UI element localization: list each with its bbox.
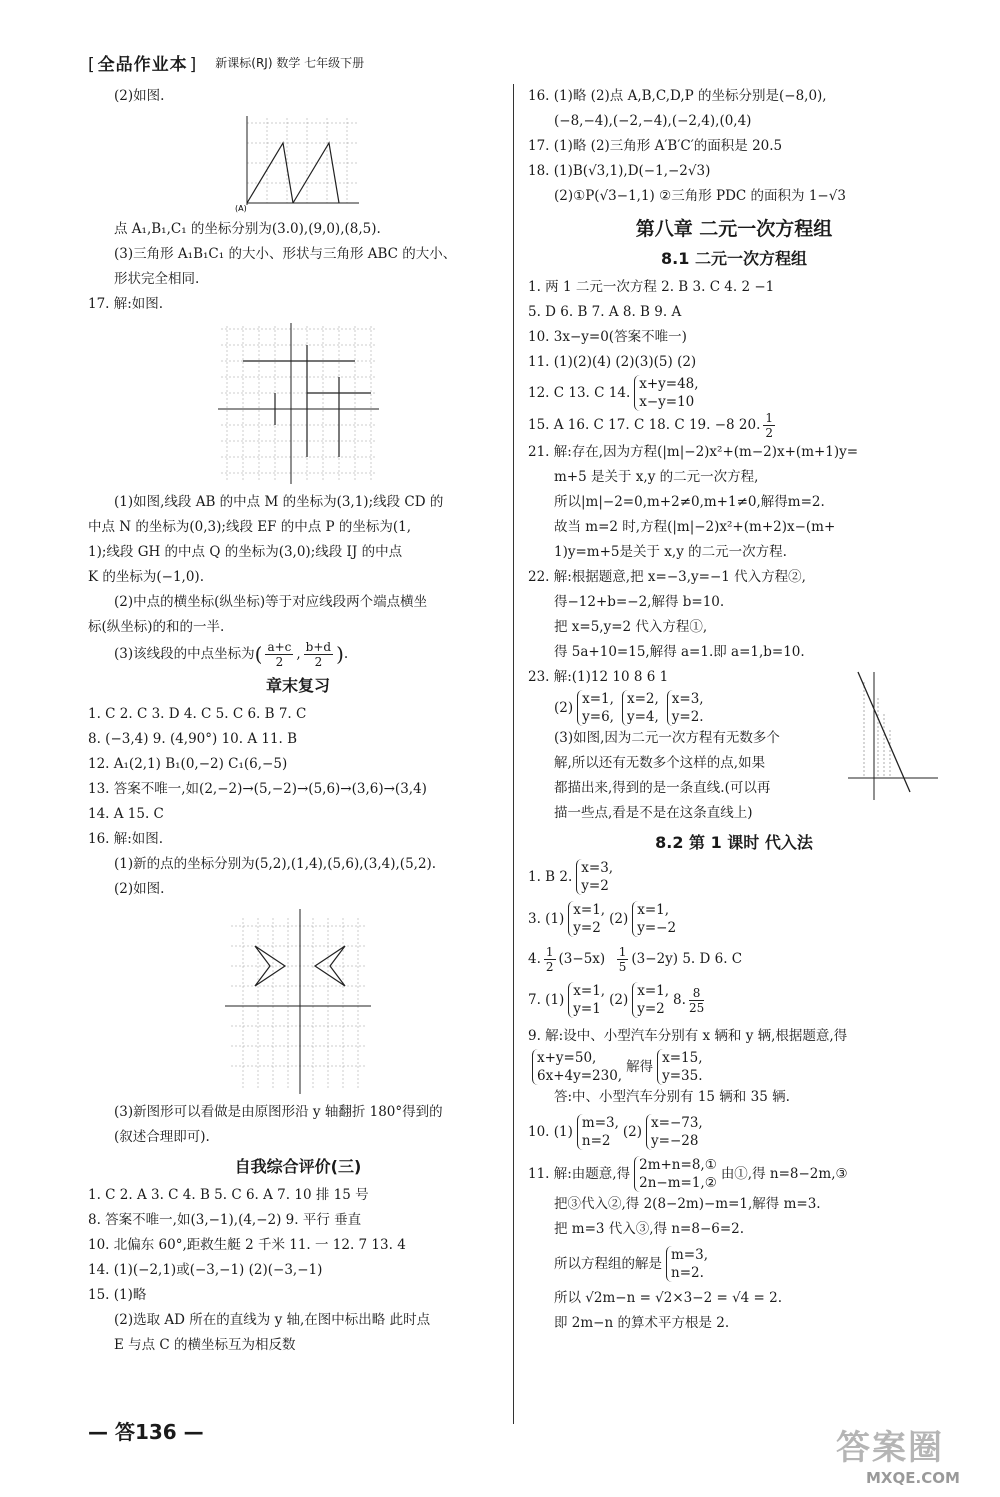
equation: y=4, — [626, 709, 659, 725]
text-line: 1)y=m+5是关于 x,y 的二元一次方程. — [554, 544, 787, 560]
equation: y=2. — [671, 709, 704, 725]
section-title: 8.2 第 1 课时 代入法 — [655, 833, 813, 852]
formula-lead: (3)该线段的中点坐标为 — [114, 646, 255, 662]
text-line: 18. (1)B(√3,1),D(−1,−2√3) — [528, 163, 711, 179]
text-line-fraction — [528, 945, 940, 974]
figure-line-graph — [844, 670, 940, 802]
equation: x=1, — [637, 983, 670, 999]
equation-system — [657, 1049, 702, 1085]
text-line: 得−12+b=−2,解得 b=10. — [554, 594, 725, 610]
section-title: 自我综合评价(三) — [234, 1157, 362, 1176]
equation: x=1, — [573, 983, 606, 999]
denominator: 5 — [618, 960, 627, 974]
text-span: (3−5x) — [558, 951, 606, 967]
text-span: (3−2y) 5. D 6. C — [631, 951, 743, 967]
fraction — [544, 945, 556, 974]
numerator: 1 — [545, 945, 554, 959]
text-line: 11. (1)(2)(4) (2)(3)(5) (2) — [528, 354, 697, 370]
text-line: 把 m=3 代入③,得 n=8−6=2. — [554, 1221, 745, 1237]
text-line: 13. 答案不唯一,如(2,−2)→(5,−2)→(5,6)→(3,6)→(3,4) — [88, 781, 427, 797]
text-line: (3)三角形 A₁B₁C₁ 的大小、形状与三角形 ABC 的大小、 — [114, 246, 457, 262]
equation-system — [634, 1156, 717, 1192]
text-line: 14. A 15. C — [88, 806, 164, 822]
text-span: 11. 解:由题意,得 — [528, 1165, 631, 1182]
text-line: 中点 N 的坐标为(0,3);线段 EF 的中点 P 的坐标为(1, — [88, 519, 412, 535]
text-line: K 的坐标为(−1,0). — [88, 569, 204, 585]
text-line: (2)如图. — [114, 881, 165, 897]
equation-system — [632, 901, 676, 937]
equation: x+y=50, — [537, 1050, 597, 1066]
equation-system — [576, 859, 613, 895]
equation: x=1, — [582, 691, 614, 707]
text-line: (3)新图形可以看做是由原图形沿 y 轴翻折 180°得到的 — [114, 1104, 443, 1120]
text-span: (2) — [609, 991, 629, 1008]
text-line: 把③代入②,得 2(8−2m)−m=1,解得 m=3. — [554, 1196, 821, 1212]
text-span: (2) — [609, 910, 629, 927]
text-line: 5. D 6. B 7. A 8. B 9. A — [528, 304, 682, 320]
text-line: 得 5a+10=15,解得 a=1.即 a=1,b=10. — [554, 644, 805, 660]
equation-system — [577, 690, 614, 726]
fraction — [763, 411, 775, 440]
equation-system — [577, 1114, 619, 1150]
text-line: 形状完全相同. — [114, 271, 200, 287]
equation: 6x+4y=230, — [537, 1068, 623, 1084]
equation: y=1 — [573, 1001, 601, 1017]
text-span: 1. B 2. — [528, 868, 573, 885]
numerator: 1 — [765, 411, 774, 425]
text-span: 解得 — [626, 1058, 654, 1075]
text-line: 解,所以还有无数多个这样的点,如果 — [554, 755, 766, 771]
text-line-system — [528, 1114, 940, 1150]
equation: 2m+n=8,① — [639, 1157, 717, 1173]
text-line: 8. (−3,4) 9. (4,90°) 10. A 11. B — [88, 731, 298, 747]
fraction — [689, 986, 704, 1015]
text-line: 把 x=5,y=2 代入方程①, — [554, 619, 708, 635]
equation: y=2 — [581, 878, 609, 894]
text-line: (1)如图,线段 AB 的中点 M 的坐标为(3,1);线段 CD 的 — [114, 494, 444, 510]
text-span: 15. A 16. C 17. C 18. C 19. −8 20. — [528, 417, 761, 433]
equation: y=−2 — [637, 920, 677, 936]
text-line: 16. 解:如图. — [88, 831, 164, 847]
text-line: E 与点 C 的横坐标互为相反数 — [114, 1337, 296, 1353]
text-line: 故当 m=2 时,方程(|m|−2)x²+(m+2)x−(m+ — [554, 519, 836, 535]
text-line: 1. C 2. C 3. D 4. C 5. C 6. B 7. C — [88, 706, 307, 722]
question-17: 17. 解:如图. — [88, 296, 164, 312]
equation-system — [568, 901, 605, 937]
figure-grid-triangles-1 — [233, 113, 363, 213]
chapter-title: 第八章 二元一次方程组 — [635, 218, 833, 240]
watermark — [836, 1420, 986, 1490]
text-line: 21. 解:存在,因为方程(|m|−2)x²+(m−2)x+(m+1)y= — [528, 444, 859, 460]
numerator: b+d — [305, 640, 332, 654]
text-line: 15. (1)略 — [88, 1287, 147, 1303]
text-line: 所以|m|−2=0,m+2≠0,m+1≠0,解得m=2. — [554, 494, 825, 510]
text-line: 8. 答案不唯一,如(3,−1),(4,−2) 9. 平行 垂直 — [88, 1212, 362, 1228]
text-line-system — [528, 901, 940, 937]
text-span: 7. (1) — [528, 991, 565, 1008]
column-divider — [513, 84, 514, 1424]
equation-system — [667, 690, 704, 726]
denominator: 2 — [275, 655, 284, 669]
equation: y=2 — [637, 1001, 665, 1017]
equation: x=1, — [637, 902, 670, 918]
text-line: 1);线段 GH 的中点 Q 的坐标为(3,0);线段 IJ 的中点 — [88, 544, 403, 560]
equation: y=35. — [662, 1068, 703, 1084]
right-column — [528, 84, 940, 1336]
equation-system — [532, 1049, 622, 1085]
text-line: (2)①P(√3−1,1) ②三角形 PDC 的面积为 1−√3 — [554, 188, 846, 204]
text-line: (3)如图,因为二元一次方程有无数多个 — [554, 730, 780, 746]
text-span: 10. (1) — [528, 1123, 573, 1140]
text-line: (2)中点的横坐标(纵坐标)等于对应线段两个端点横坐 — [114, 594, 428, 610]
text-span: (2) — [554, 699, 574, 716]
text-line: (叙述合理即可). — [114, 1129, 210, 1145]
text-line: (−8,−4),(−2,−4),(−2,4),(0,4) — [554, 113, 752, 129]
equation-system — [622, 690, 659, 726]
equation-system — [632, 982, 669, 1018]
text-span: 4. — [528, 951, 541, 967]
equation: x+y=48, — [639, 376, 699, 392]
denominator: 25 — [688, 1000, 705, 1015]
equation: m=3, — [581, 1115, 619, 1131]
text-line: 都描出来,得到的是一条直线.(可以再 — [554, 780, 771, 796]
text-line: 12. A₁(2,1) B₁(0,−2) C₁(6,−5) — [88, 756, 288, 772]
text-line: 1. 两 1 二元一次方程 2. B 3. C 4. 2 −1 — [528, 279, 775, 295]
text-line: 10. 北偏东 60°,距救生艇 2 千米 11. 一 12. 7 13. 4 — [88, 1237, 406, 1253]
denominator: 2 — [545, 960, 554, 974]
text-line: 1. C 2. A 3. C 4. B 5. C 6. A 7. 10 排 15 号 — [88, 1187, 369, 1203]
left-column — [88, 84, 508, 1358]
equation: x=15, — [662, 1050, 703, 1066]
text-line: 17. (1)略 (2)三角形 A′B′C′的面积是 20.5 — [528, 138, 783, 154]
equation: x=2, — [626, 691, 659, 707]
equation: n=2 — [581, 1133, 611, 1149]
text-line-system — [528, 1246, 940, 1282]
fraction — [617, 945, 629, 974]
equation: y=2 — [573, 920, 601, 936]
text-line: 10. 3x−y=0(答案不唯一) — [528, 329, 687, 345]
section-title: 章末复习 — [265, 676, 330, 695]
text-span: 3. (1) — [528, 910, 565, 927]
equation: n=2. — [671, 1265, 704, 1281]
fraction — [304, 640, 333, 669]
equation: x=3, — [581, 860, 614, 876]
equation-system — [666, 1246, 708, 1282]
numerator: 8 — [689, 986, 704, 1001]
page-header — [88, 50, 364, 74]
fraction — [265, 640, 293, 669]
page-number: — 答136 — — [88, 1420, 204, 1444]
text-line: 所以 √2m−n = √2×3−2 = √4 = 2. — [554, 1290, 783, 1306]
watermark-url: MXQE.COM — [866, 1469, 960, 1487]
equation-system — [634, 375, 698, 411]
equation: x−y=10 — [639, 394, 695, 410]
text-line-system — [528, 375, 940, 411]
section-title: 8.1 二元一次方程组 — [661, 249, 807, 268]
text-line-formula: (3)该线段的中点坐标为 ( $\frac{a+c}{2}$ , $\frac{b+d}{2}$ ) . — [114, 640, 349, 669]
equation: 2n−m=1,② — [639, 1175, 717, 1191]
text-line-fraction — [528, 411, 940, 440]
text-line: 23. 解:(1)12 10 8 6 1 — [528, 669, 669, 685]
denominator: 2 — [765, 426, 774, 440]
text-line: 9. 解:设中、小型汽车分别有 x 辆和 y 辆,根据题意,得 — [528, 1028, 848, 1044]
text-line-system — [528, 982, 940, 1018]
text-line: 描一些点,看是不是在这条直线上) — [554, 805, 753, 821]
numerator: a+c — [267, 640, 292, 654]
svg-text:(A): (A) — [235, 204, 247, 213]
text-line: 16. (1)略 (2)点 A,B,C,D,P 的坐标分别是(−8,0), — [528, 88, 827, 104]
figure-midpoint-grid — [216, 321, 381, 486]
text-line: 答:中、小型汽车分别有 15 辆和 35 辆. — [554, 1089, 790, 1105]
equation: y=−28 — [651, 1133, 699, 1149]
watermark-title: 答案圈 — [836, 1428, 944, 1468]
text-line-system — [528, 859, 940, 895]
text-line: 点 A₁,B₁,C₁ 的坐标分别为(3.0),(9,0),(8,5). — [114, 221, 381, 237]
text-line: 22. 解:根据题意,把 x=−3,y=−1 代入方程②, — [528, 569, 806, 585]
brand-title: [ 全品作业本 ] — [88, 50, 197, 75]
equation: x=1, — [573, 902, 606, 918]
text-line: 14. (1)(−2,1)或(−3,−1) (2)(−3,−1) — [88, 1262, 323, 1278]
text-span: (2) — [622, 1123, 643, 1140]
equation: y=6, — [582, 709, 614, 725]
text-line: 标(纵坐标)的和的一半. — [88, 619, 225, 635]
text-line-system — [528, 1156, 940, 1192]
q23-block — [528, 690, 940, 826]
text-line-system — [528, 1049, 940, 1085]
text-line: 即 2m−n 的算术平方根是 2. — [554, 1315, 730, 1331]
text-span: 由①,得 n=8−2m,③ — [720, 1165, 848, 1182]
text-span: 所以方程组的解是 — [554, 1255, 662, 1272]
text-span: 8. — [673, 991, 686, 1008]
equation-system — [568, 982, 605, 1018]
denominator: 2 — [314, 655, 323, 669]
text-span: 12. C 13. C 14. — [528, 384, 631, 401]
figure-reflection-grid — [223, 906, 373, 1096]
book-subtitle: 新课标(RJ) 数学 七年级下册 — [215, 55, 365, 70]
equation-system — [646, 1114, 703, 1150]
equation: x=−73, — [651, 1115, 703, 1131]
text-line: m+5 是关于 x,y 的二元一次方程, — [554, 469, 759, 485]
text-line: (1)新的点的坐标分别为(5,2),(1,4),(5,6),(3,4),(5,2). — [114, 856, 437, 872]
equation: m=3, — [671, 1247, 708, 1263]
numerator: 1 — [618, 945, 627, 959]
text-line: (2)如图. — [114, 88, 165, 104]
text-line: (2)选取 AD 所在的直线为 y 轴,在图中标出略 此时点 — [114, 1312, 431, 1328]
equation: x=3, — [671, 691, 704, 707]
